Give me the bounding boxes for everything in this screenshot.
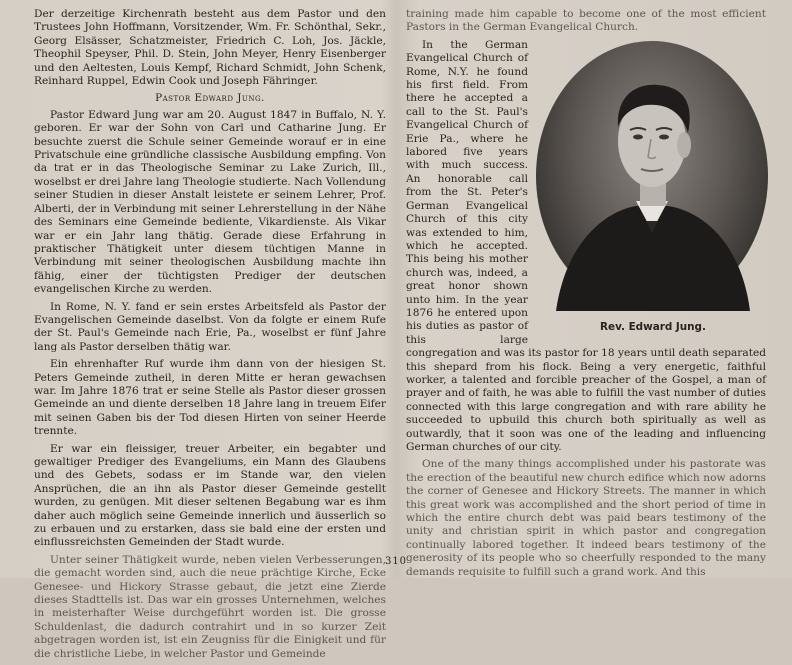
portrait-caption: Rev. Edward Jung.: [600, 320, 706, 333]
german-paragraph-2: In Rome, N. Y. fand er sein erstes Arbeitsfeld als Pastor der Evangelischen Gemeinde daselbst. Von da folgte er einem Rufe der St. Paul's Gemeinde nach Erie, Pa., woselbst er fünf Jahre lang als Pastor derselben thätig war.: [34, 300, 386, 353]
church-council-paragraph: Der derzeitige Kirchenrath besteht aus dem Pastor und den Trustees John Hoffmann, Vorsitzender, Wm. Fr. Schönthal, Sekr., Georg Elsässer, Schatzmeister, Friedrich C. Loh, Jos. Jäckle, Theophil Speyser, Phil. D. Stein, John Meyer, Henry Eisenberger und den Aeltesten, Louis Kempf, Richard Schmidt, John Schenk, Reinhard Ruppel, Edwin Cook und Joseph Fähringer.: [34, 8, 386, 88]
portrait-photo: [536, 41, 768, 311]
left-column: [34, 8, 386, 665]
english-paragraph-church: One of the many things accomplished under his pastorate was the erection of the beautiful new church edifice which now adorns the corner of Genesee and Hickory Streets. The manner in which this great work was accomplished and the short period of time in which the entire church debt was paid bears testimony of the unity and christian spirit in which pastor and congregation continually labored together. It indeed bears testimony of the generosity of its people who so cheerfully responded to the many demands requisite to fulfill such a grand work. And this: [406, 458, 766, 578]
right-column: [406, 8, 766, 583]
english-top-fragment: training made him capable to become one of the most efficient Pastors in the German Evangelical Church.: [406, 8, 766, 34]
german-paragraph-3: Ein ehrenhafter Ruf wurde ihm dann von der hiesigen St. Peters Gemeinde zutheil, in deren Mitte er heran gewachsen war. Im Jahre 1876 trat er seine Stelle als Pastor dieser grossen Gemeinde an und diente derselben 18 Jahre lang in treuem Eifer mit seinen Gaben bis der Tod diesen Hirten von seiner Heerde trennte.: [34, 358, 386, 438]
german-paragraph-1: Pastor Edward Jung war am 20. August 1847 in Buffalo, N. Y. geboren. Er war der Sohn von Carl und Catharine Jung. Er besuchte zuerst die Schule seiner Gemeinde worauf er in eine Privatschule eine gründliche classische Ausbildung empfing. Von da trat er in das Theologische Seminar zu Lake Zurich, Ill., woselbst er drei Jahre lang Theologie studierte. Nach Vollendung seiner Studien in dieser Anstalt leistete er seinem Lehrer, Prof. Alberti, der in Verbindung mit seiner Lehrerstellung in der Nähe des Seminars eine Gemeinde bediente, Vikardienste. Als Vikar war er ein Jahr lang thätig. Gerade diese Erfahrung in praktischer Thätigkeit unter diesem tüchtigen Manne in Verbindung mit seiner theologischen Ausbildung machte ihn fähig, einer der tüchtigsten Prediger der deutschen evangelischen Kirche zu werden.: [34, 108, 386, 296]
german-paragraph-5: Unter seiner Thätigkeit wurde, neben vielen Verbesserungen, die gemacht worden sind, auch die neue prächtige Kirche, Ecke Genesee- und Hickory Strasse gebaut, die jetzt eine Zierde dieses Stadttells ist. Das war ein grosses Unternehmen, welches in meisterhafter Weise durchgeführt worden ist. Die grosse Schuldenlast, die dadurch contrahirt und in so kurzer Zeit abgetragen worden ist, ist ein Zeugniss für die Einigkeit und für die christliche Liebe, in welcher Pastor und Gemeinde: [34, 553, 386, 660]
portrait-frame: [534, 41, 772, 343]
portrait-illustration: [536, 41, 768, 311]
english-paragraph-rome: In the German Evangelical Church of Rome, N.Y. he found his first field. From there he accepted a call to the St. Paul's Evangelical Church of Erie Pa., where he labored five years with much success. An honorable call from the St. Peter's German Evangelical Church of this city was extended to him, which he accepted. This being his mother church was, indeed, a great honor shown unto him. In the year 1876 he entered upon his duties as pastor of this large congregation and was its pastor for 18 years until death separated this shepard from his flock. Being a very energetic, faithful worker, a talented and forcible preacher of the Gospel, a man of prayer and of faith, he was able to fulfill the vast number of duties connected with this large congregation and with rare ability he succeeded to upbuild this church both spiritually as well as outwardly, that it soon was one of the leading and influencing German churches of our city.: [406, 38, 766, 453]
german-paragraph-4: Er war ein fleissiger, treuer Arbeiter, ein begabter und gewaltiger Prediger des Evangeliums, ein Mann des Glaubens und des Gebets, sodass er im Stande war, den vielen Ansprüchen, die an ihn als Pastor dieser Gemeinde gestellt wurden, zu genügen. Mit dieser seltenen Begabung war es ihm daher auch möglich seine Gemeinde innerlich und äusserlich so zu erbauen und zu erstarken, dass sie bald eine der ersten und einflussreichsten Gemeinden der Stadt wurde.: [34, 442, 386, 549]
section-heading: Pastor Edward Jung.: [155, 92, 265, 105]
page-number: 310: [384, 556, 408, 567]
